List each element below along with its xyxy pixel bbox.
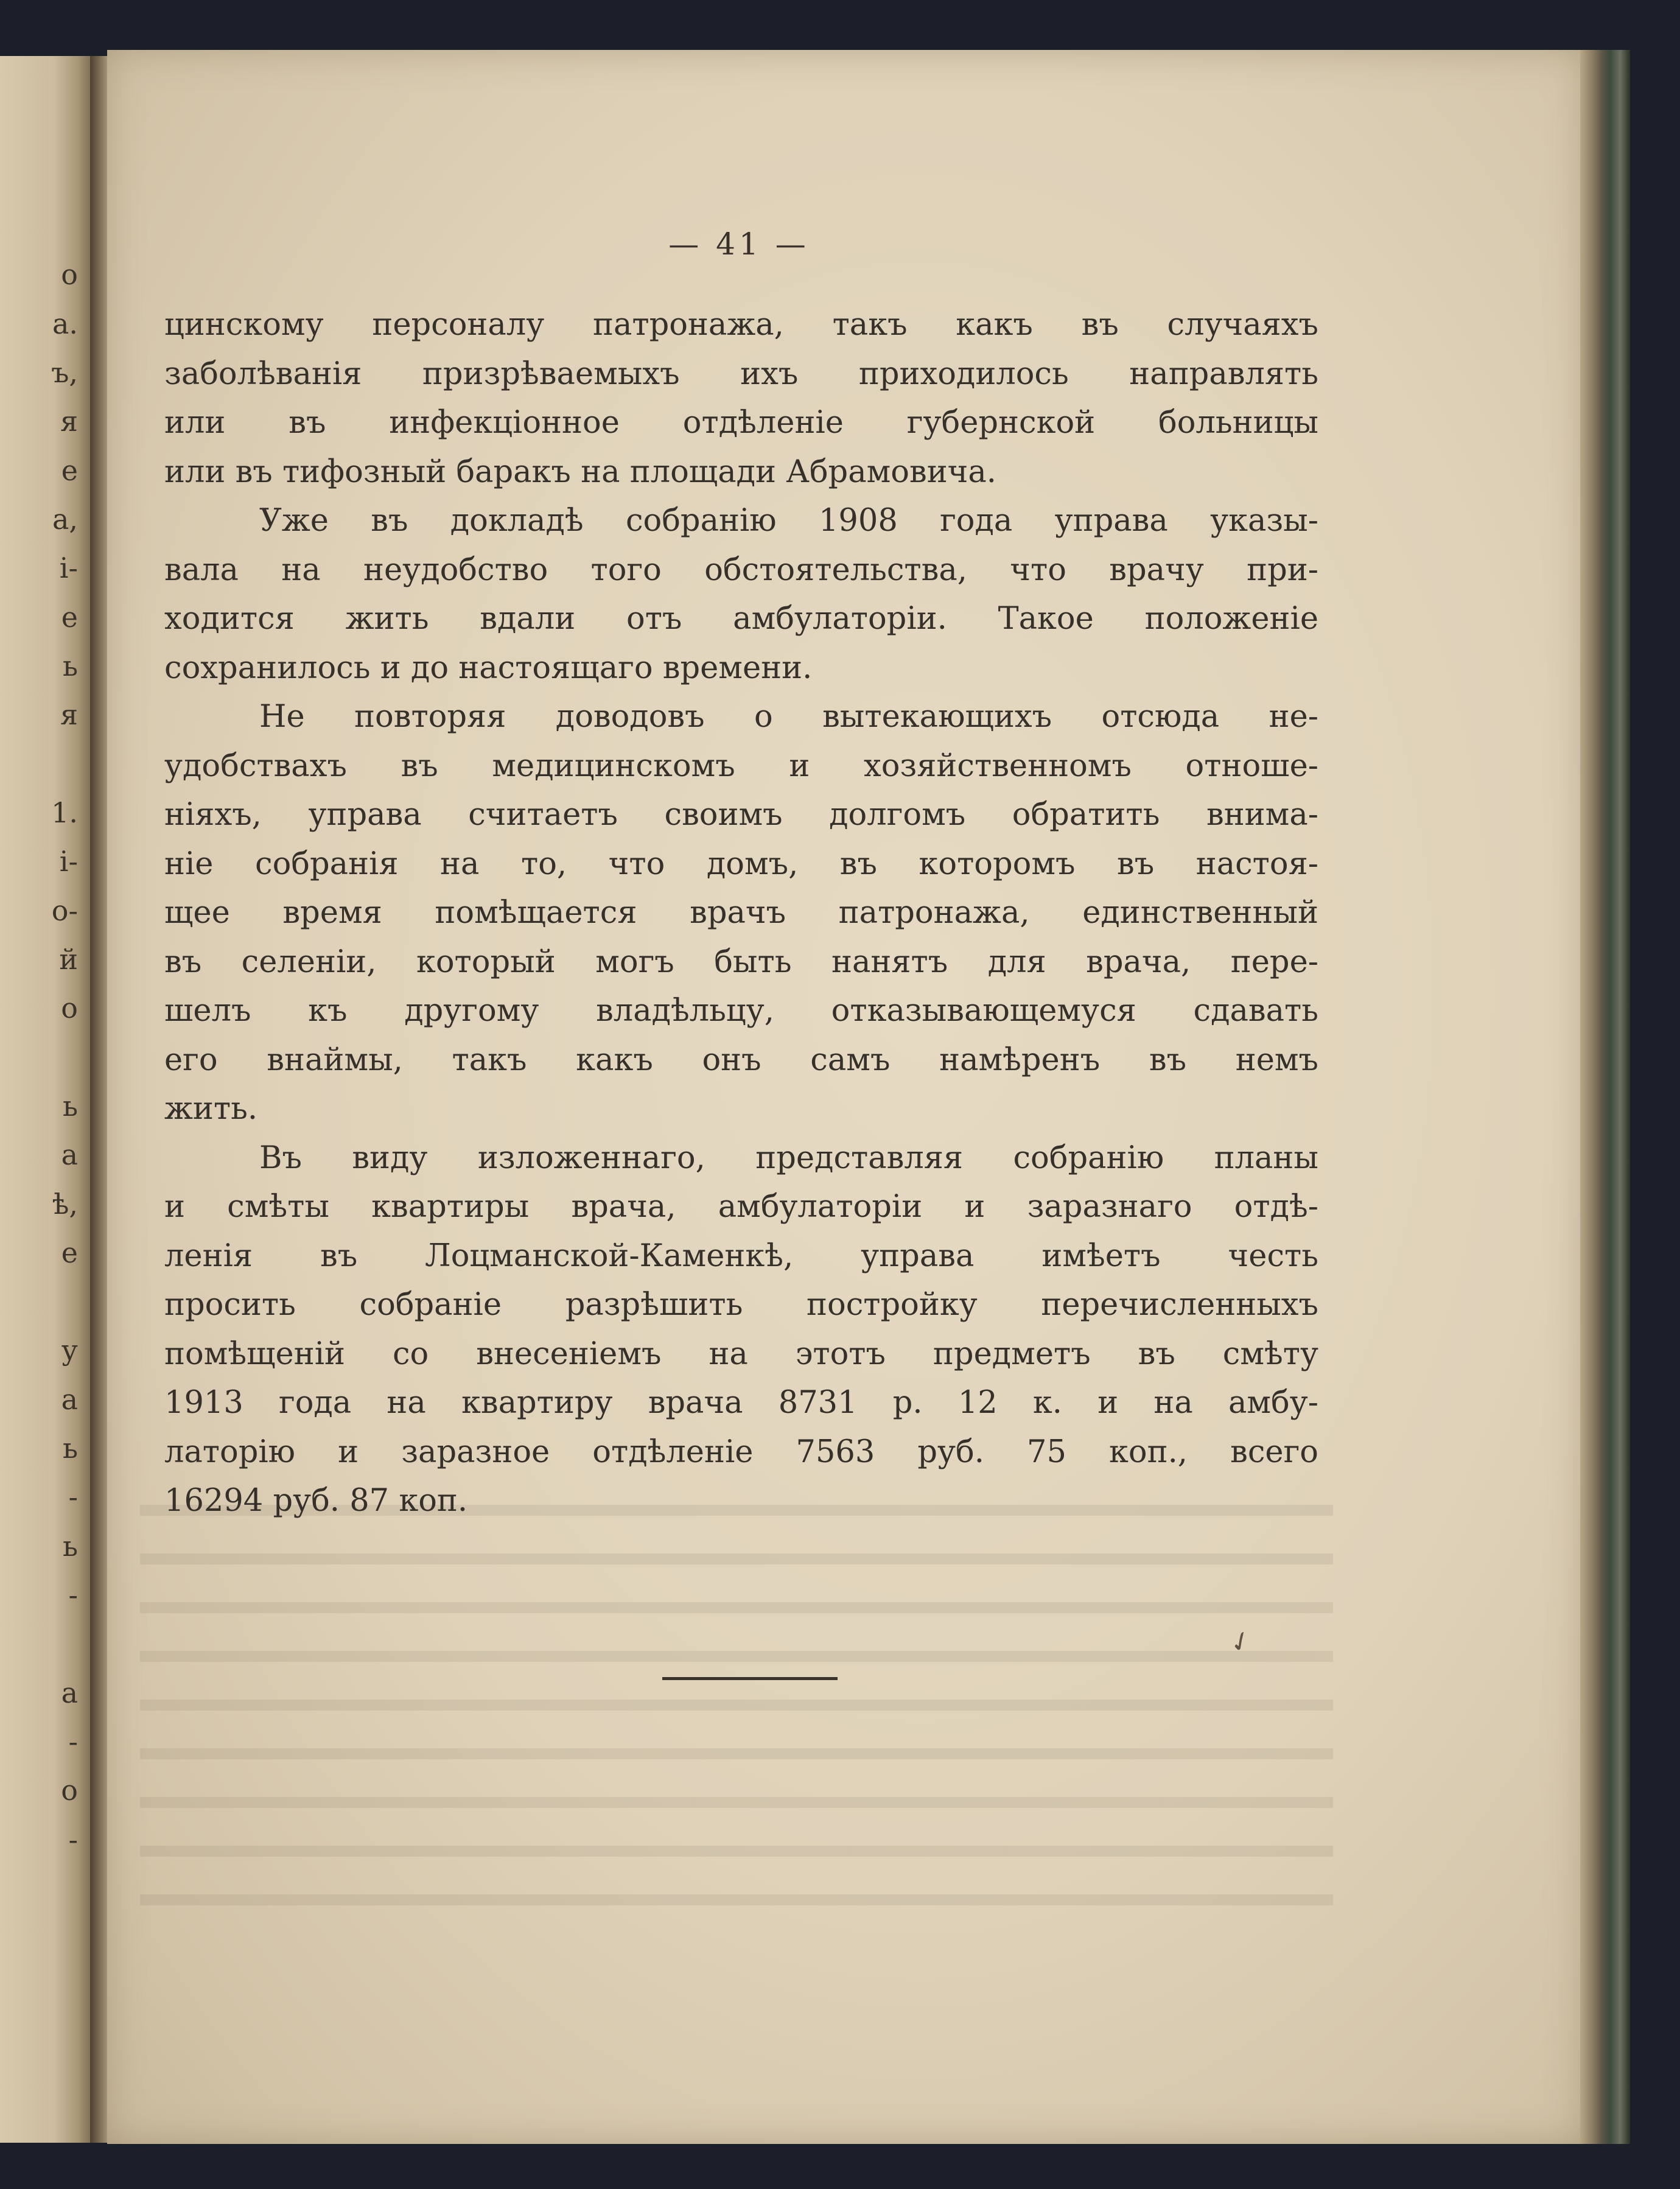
text-line: жить. <box>164 1091 258 1127</box>
text-line: удобствахъ въ медицинскомъ и хозяйственномъ отноше- <box>164 748 1318 784</box>
text-line: латорію и заразное отдѣленіе 7563 руб. 75 коп., всего <box>164 1434 1318 1470</box>
text-line: 1913 года на квартиру врача 8731 р. 12 к. и на амбу- <box>164 1385 1318 1421</box>
facing-page-fragment: а, <box>52 503 78 536</box>
text-line: ленія въ Лоцманской-Каменкѣ, управа имѣетъ честь <box>164 1238 1318 1274</box>
facing-page-fragment: е <box>61 1236 78 1269</box>
facing-page-fragment: - <box>68 1480 78 1513</box>
text-line: цинскому персоналу патронажа, такъ какъ въ случаяхъ <box>164 307 1318 343</box>
facing-page-fragment: а. <box>52 307 78 340</box>
facing-page-fragment: е <box>61 601 78 634</box>
text-line: 16294 руб. 87 коп. <box>164 1483 468 1519</box>
page-stack-edge <box>1580 50 1630 2144</box>
text-line: въ селеніи, который могъ быть нанятъ для врача, пере- <box>164 944 1318 980</box>
facing-page-fragment: я <box>60 698 78 731</box>
facing-page-fragment: у <box>61 1334 78 1367</box>
text-line: вала на неудобство того обстоятельства, что врачу при- <box>164 552 1318 588</box>
text-line: сохранилось и до настоящаго времени. <box>164 650 813 686</box>
facing-page-fragment: - <box>68 1725 78 1758</box>
facing-page-fragment: ь <box>62 650 78 682</box>
text-line: ніе собранія на то, что домъ, въ которомъ въ настоя- <box>164 846 1318 882</box>
facing-page-fragment: ь <box>62 1090 78 1123</box>
text-line: Уже въ докладѣ собранію 1908 года управа указы- <box>259 503 1318 539</box>
text-line: ходится жить вдали отъ амбулаторіи. Такое положеніе <box>164 601 1318 637</box>
facing-page-fragment: 1. <box>51 796 78 829</box>
facing-page-fragment: а <box>61 1383 78 1416</box>
facing-page-fragment: о <box>61 258 78 291</box>
facing-page-fragment: о- <box>51 894 78 927</box>
facing-page-fragment: - <box>68 1823 78 1856</box>
text-line: Не повторяя доводовъ о вытекающихъ отсюда не- <box>259 699 1318 735</box>
facing-page-text-fragments <box>0 56 91 2143</box>
facing-page-fragment: - <box>68 1578 78 1611</box>
facing-page-fragment: о <box>61 1774 78 1807</box>
text-line: его внаймы, такъ какъ онъ самъ намѣренъ въ немъ <box>164 1042 1318 1078</box>
facing-page-fragment: е <box>61 454 78 487</box>
facing-page-fragment: і- <box>59 845 78 878</box>
text-line: шелъ къ другому владѣльцу, отказывающемуся сдавать <box>164 993 1318 1029</box>
show-through-text <box>140 1473 1333 1911</box>
text-line: или въ тифозный баракъ на площади Абрамовича. <box>164 454 997 490</box>
facing-page-fragment: і- <box>59 552 78 584</box>
facing-page-fragment: ь <box>62 1530 78 1563</box>
pencil-tick-mark: ✓ <box>1223 1623 1258 1661</box>
facing-page-fragment: ѣ, <box>52 1188 78 1221</box>
text-line: заболѣванія призрѣваемыхъ ихъ приходилось направлять <box>164 355 1318 392</box>
facing-page-fragment: й <box>59 943 78 976</box>
text-line: ніяхъ, управа считаетъ своимъ долгомъ обратить внима- <box>164 797 1318 833</box>
facing-page-fragment: ь <box>62 1432 78 1465</box>
text-line: Въ виду изложеннаго, представляя собранію планы <box>259 1140 1318 1176</box>
facing-page-edge <box>0 56 97 2143</box>
facing-page-fragment: о <box>61 992 78 1024</box>
end-rule <box>662 1677 838 1680</box>
facing-page-fragment: я <box>60 405 78 438</box>
text-line: помѣщеній со внесеніемъ на этотъ предметъ въ смѣту <box>164 1336 1318 1372</box>
facing-page-fragment: а <box>61 1138 78 1171</box>
facing-page-fragment: ъ, <box>51 356 78 389</box>
text-line: просить собраніе разрѣшить постройку перечисленныхъ <box>164 1287 1318 1323</box>
page-number: — 41 — <box>668 226 810 262</box>
page-body-text <box>164 301 1318 1526</box>
text-line: щее время помѣщается врачъ патронажа, единственный <box>164 895 1318 931</box>
text-line: или въ инфекціонное отдѣленіе губернской больницы <box>164 405 1318 441</box>
text-line: и смѣты квартиры врача, амбулаторіи и заразнаго отдѣ- <box>164 1189 1318 1225</box>
facing-page-fragment: а <box>61 1676 78 1709</box>
